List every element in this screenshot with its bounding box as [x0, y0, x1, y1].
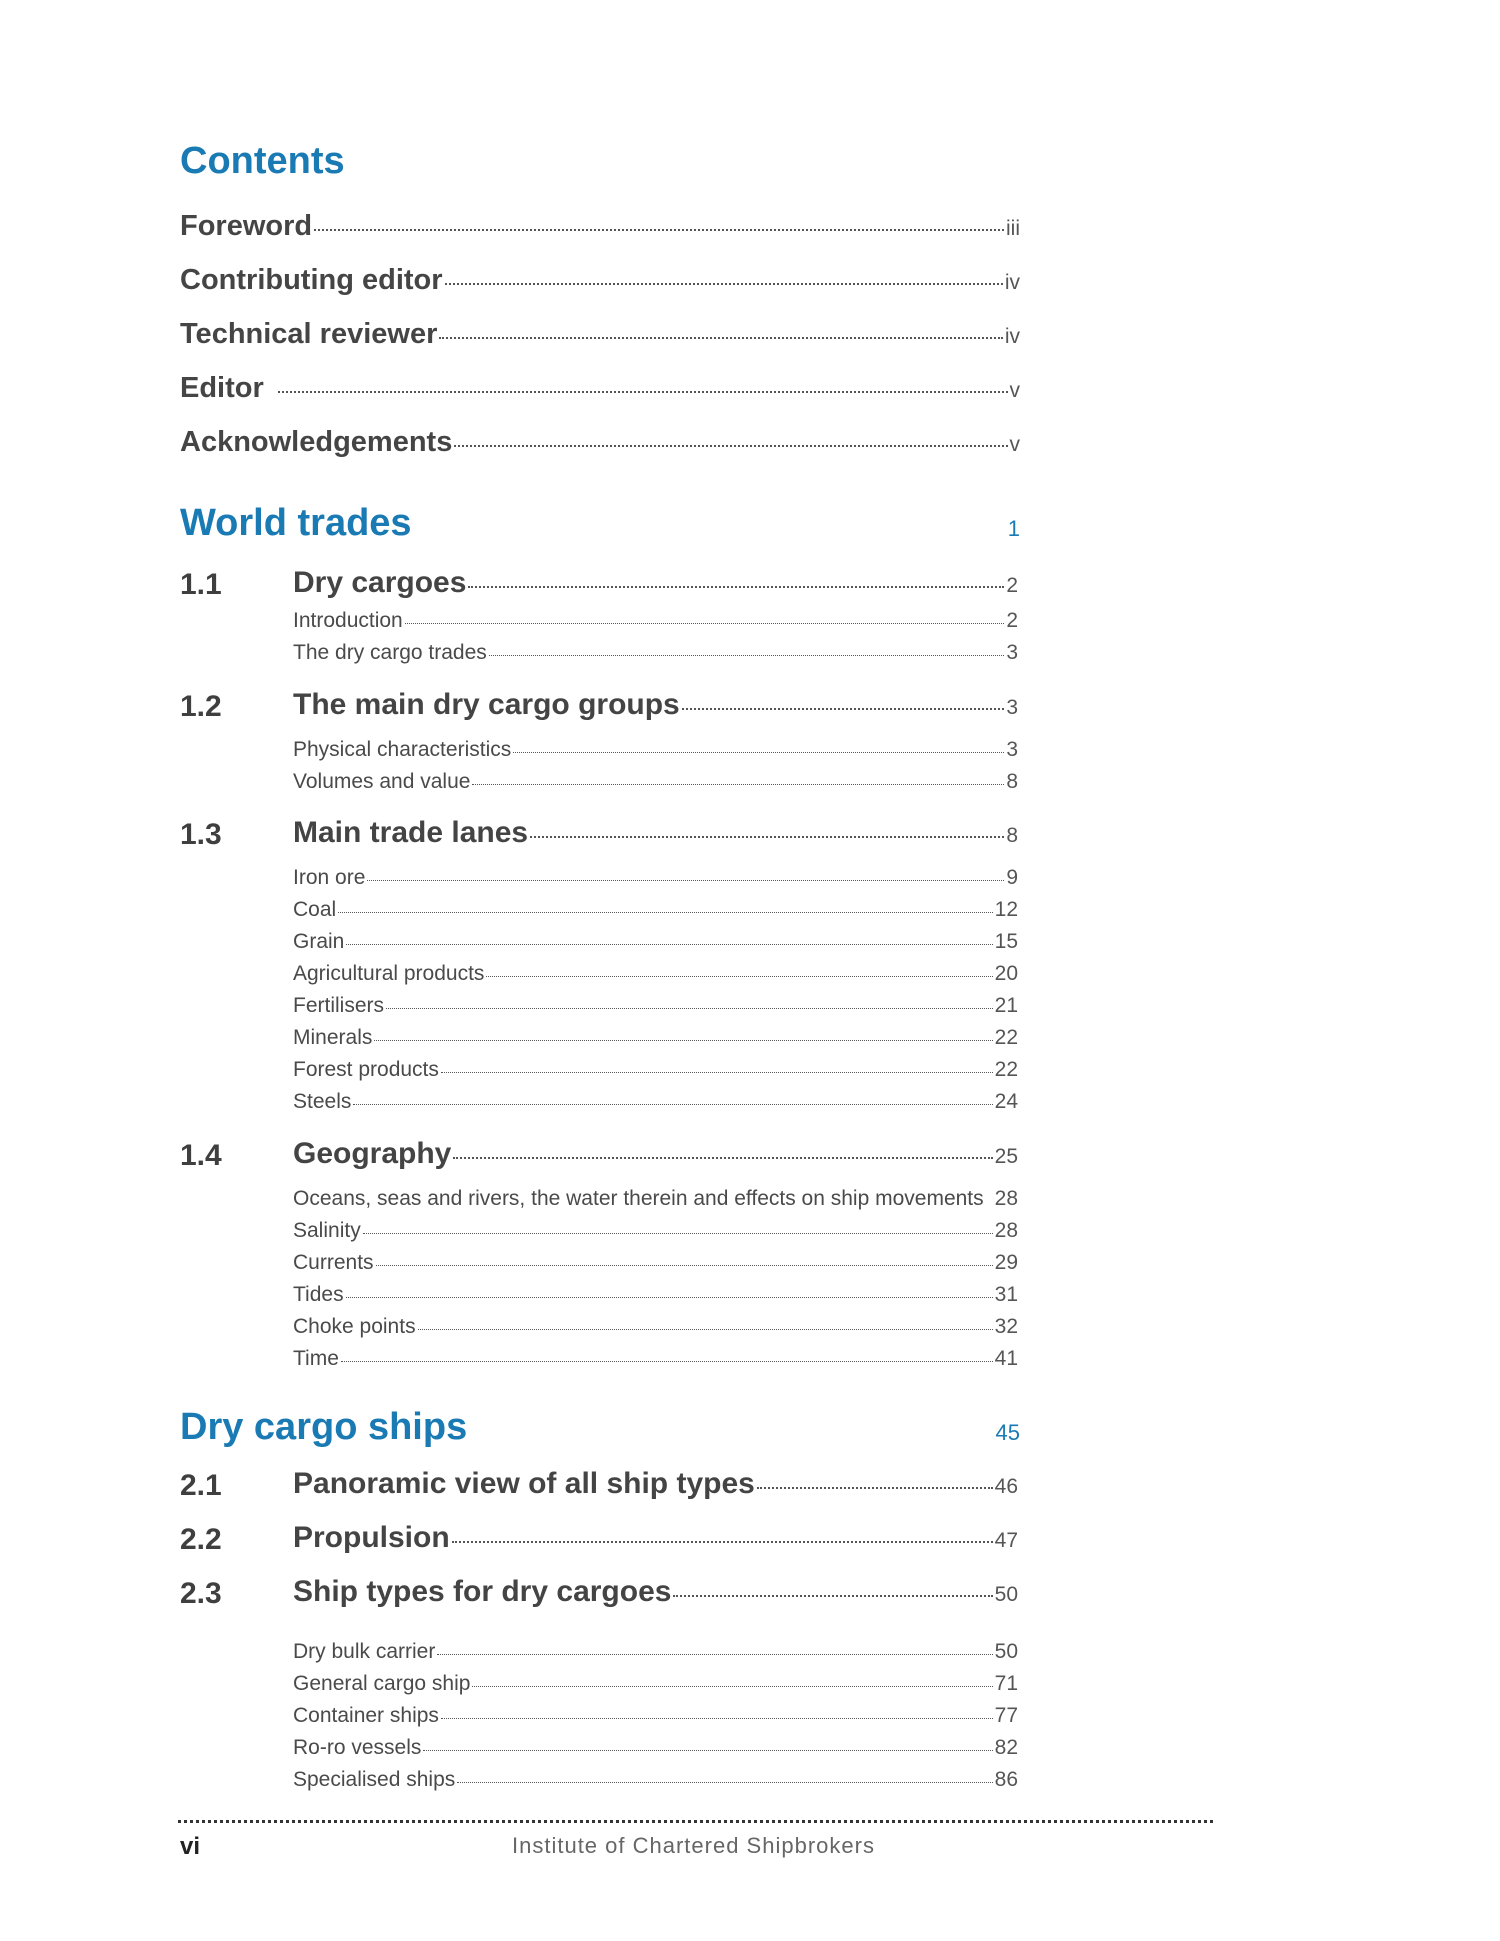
dot-leader [423, 1750, 992, 1751]
part-page: 1 [1007, 516, 1020, 541]
footer-page-number: vi [180, 1833, 201, 1860]
toc-label: General cargo ship [293, 1672, 471, 1695]
toc-page: 86 [994, 1768, 1018, 1791]
toc-page: 2 [1006, 609, 1018, 632]
dot-leader [441, 1072, 993, 1073]
toc-subentry[interactable] [293, 866, 1018, 890]
section-number: 1.2 [180, 690, 222, 723]
toc-label: Volumes and value [293, 770, 471, 793]
dot-leader [486, 976, 992, 977]
toc-section-main-trade-lanes[interactable] [293, 816, 1018, 850]
toc-page: 71 [994, 1672, 1018, 1695]
toc-subentry[interactable] [293, 1768, 1018, 1792]
toc-entry-editor[interactable] [180, 372, 1020, 405]
dot-leader [472, 784, 1004, 785]
toc-subentry[interactable] [293, 1090, 1018, 1114]
toc-label: Main trade lanes [293, 816, 529, 849]
section-number: 1.3 [180, 818, 222, 851]
toc-page: 21 [994, 994, 1018, 1017]
toc-page: 25 [994, 1145, 1018, 1168]
toc-page: 3 [1006, 696, 1018, 719]
toc-label: Panoramic view of all ship types [293, 1467, 755, 1500]
toc-label: Tides [293, 1283, 344, 1306]
dot-leader [386, 1008, 993, 1009]
toc-page: iii [1006, 217, 1020, 240]
toc-label: Choke points [293, 1315, 416, 1338]
toc-label: Foreword [180, 210, 313, 242]
dot-leader [353, 1104, 992, 1105]
toc-subentry[interactable] [293, 962, 1018, 986]
dot-leader [376, 1265, 993, 1266]
toc-page: 46 [994, 1475, 1018, 1498]
toc-label: Agricultural products [293, 962, 485, 985]
dot-leader [363, 1233, 993, 1234]
toc-subentry[interactable] [293, 1672, 1018, 1696]
dot-leader [374, 1040, 992, 1041]
toc-section-propulsion[interactable] [293, 1521, 1018, 1555]
toc-label: Technical reviewer [180, 318, 438, 350]
toc-label: Time [293, 1347, 339, 1370]
toc-page: 12 [994, 898, 1018, 921]
toc-section-geography[interactable] [293, 1137, 1018, 1171]
toc-subentry[interactable] [293, 1058, 1018, 1082]
toc-page: 32 [994, 1315, 1018, 1338]
toc-subentry[interactable] [293, 1704, 1018, 1728]
toc-label: Oceans, seas and rivers, the water therein and effects on ship movements [293, 1187, 984, 1210]
footer-divider [178, 1820, 1213, 1823]
toc-label: Geography [293, 1137, 452, 1170]
toc-label: Editor [180, 372, 264, 404]
dot-leader [314, 229, 1004, 231]
toc-page: 24 [994, 1090, 1018, 1113]
part-page: 45 [995, 1420, 1020, 1445]
toc-section-dry-cargoes[interactable] [293, 566, 1018, 600]
toc-entry-acknowledgements[interactable] [180, 426, 1020, 459]
toc-page: 77 [994, 1704, 1018, 1727]
toc-label: The main dry cargo groups [293, 688, 680, 721]
toc-page: 8 [1006, 824, 1018, 847]
toc-label: Iron ore [293, 866, 366, 889]
toc-page: 28 [994, 1219, 1018, 1242]
section-number: 2.1 [180, 1469, 222, 1502]
toc-page: 20 [994, 962, 1018, 985]
toc-label: Physical characteristics [293, 738, 512, 761]
toc-subentry[interactable] [293, 994, 1018, 1018]
section-number: 2.3 [180, 1577, 222, 1610]
toc-page: 31 [994, 1283, 1018, 1306]
toc-label: Grain [293, 930, 345, 953]
toc-page: 28 [994, 1187, 1018, 1210]
toc-subentry[interactable] [293, 1026, 1018, 1050]
toc-subentry[interactable] [293, 1219, 1018, 1243]
dot-leader [489, 655, 1005, 656]
dot-leader [278, 391, 1008, 393]
toc-page: 41 [994, 1347, 1018, 1370]
toc-subentry[interactable] [293, 930, 1018, 954]
toc-page: 50 [994, 1640, 1018, 1663]
toc-subentry[interactable] [293, 1736, 1018, 1760]
toc-subentry[interactable] [293, 1347, 1018, 1371]
toc-subentry[interactable] [293, 738, 1018, 762]
dot-leader [441, 1718, 993, 1719]
toc-label: Contributing editor [180, 264, 443, 296]
toc-subentry[interactable] [293, 1315, 1018, 1339]
toc-page: 9 [1006, 866, 1018, 889]
dot-leader [757, 1487, 993, 1489]
toc-label: Dry bulk carrier [293, 1640, 436, 1663]
dot-leader [452, 1541, 993, 1543]
toc-label: Coal [293, 898, 337, 921]
toc-page: 2 [1006, 574, 1018, 597]
section-number: 2.2 [180, 1523, 222, 1556]
toc-page: 50 [994, 1583, 1018, 1606]
toc-entry-foreword[interactable] [180, 210, 1020, 243]
section-number: 1.1 [180, 568, 222, 601]
section-number: 1.4 [180, 1139, 222, 1172]
toc-label: Currents [293, 1251, 374, 1274]
toc-section-panoramic-view[interactable] [293, 1467, 1018, 1501]
dot-leader [341, 1361, 993, 1362]
toc-label: Container ships [293, 1704, 439, 1727]
toc-label: Fertilisers [293, 994, 385, 1017]
dot-leader [439, 337, 1002, 339]
toc-page: 82 [994, 1736, 1018, 1759]
toc-page: 3 [1006, 641, 1018, 664]
toc-subentry[interactable] [293, 1640, 1018, 1664]
dot-leader [513, 752, 1004, 753]
toc-subentry[interactable] [293, 770, 1018, 794]
dot-leader [530, 836, 1004, 838]
toc-page: 22 [994, 1026, 1018, 1049]
dot-leader [346, 1297, 993, 1298]
toc-subentry[interactable] [293, 898, 1018, 922]
toc-label: Forest products [293, 1058, 439, 1081]
toc-page: iv [1004, 271, 1020, 294]
dot-leader [682, 708, 1005, 710]
toc-label: Acknowledgements [180, 426, 453, 458]
toc-page: 29 [994, 1251, 1018, 1274]
dot-leader [453, 1157, 992, 1159]
toc-label: Ro-ro vessels [293, 1736, 422, 1759]
toc-page: v [1009, 433, 1020, 456]
dot-leader [367, 880, 1004, 881]
dot-leader [405, 623, 1005, 624]
part-title-dry-cargo-ships[interactable]: Dry cargo ships [180, 1406, 468, 1448]
page-title: Contents [180, 140, 345, 182]
toc-page: 8 [1006, 770, 1018, 793]
toc-label: Steels [293, 1090, 352, 1113]
toc-label: Minerals [293, 1026, 373, 1049]
dot-leader [468, 586, 1004, 588]
dot-leader [472, 1686, 992, 1687]
toc-subentry[interactable] [293, 609, 1018, 633]
dot-leader [346, 944, 992, 945]
toc-subentry[interactable] [293, 641, 1018, 665]
dot-leader [418, 1329, 993, 1330]
toc-section-ship-types[interactable] [293, 1575, 1018, 1609]
toc-label: Dry cargoes [293, 566, 467, 599]
toc-label: The dry cargo trades [293, 641, 487, 664]
dot-leader [673, 1595, 992, 1597]
toc-page: 15 [994, 930, 1018, 953]
dot-leader [457, 1782, 992, 1783]
toc-page: 47 [994, 1529, 1018, 1552]
toc-entry-contributing-editor[interactable] [180, 264, 1020, 297]
dot-leader [338, 912, 992, 913]
footer-publisher: Institute of Chartered Shipbrokers [512, 1833, 875, 1858]
toc-label: Specialised ships [293, 1768, 456, 1791]
part-title-world-trades[interactable]: World trades [180, 502, 412, 544]
toc-subentry[interactable] [293, 1187, 1018, 1211]
toc-page: v [1009, 379, 1020, 402]
dot-leader [445, 283, 1003, 285]
toc-label: Propulsion [293, 1521, 450, 1554]
toc-page: iv [1004, 325, 1020, 348]
toc-page: 22 [994, 1058, 1018, 1081]
dot-leader [437, 1654, 992, 1655]
dot-leader [454, 445, 1007, 447]
toc-subentry[interactable] [293, 1251, 1018, 1275]
toc-subentry[interactable] [293, 1283, 1018, 1307]
toc-label: Salinity [293, 1219, 361, 1242]
toc-label: Introduction [293, 609, 403, 632]
toc-label: Ship types for dry cargoes [293, 1575, 672, 1608]
toc-section-main-dry-cargo-groups[interactable] [293, 688, 1018, 722]
toc-page: 3 [1006, 738, 1018, 761]
toc-entry-technical-reviewer[interactable] [180, 318, 1020, 351]
